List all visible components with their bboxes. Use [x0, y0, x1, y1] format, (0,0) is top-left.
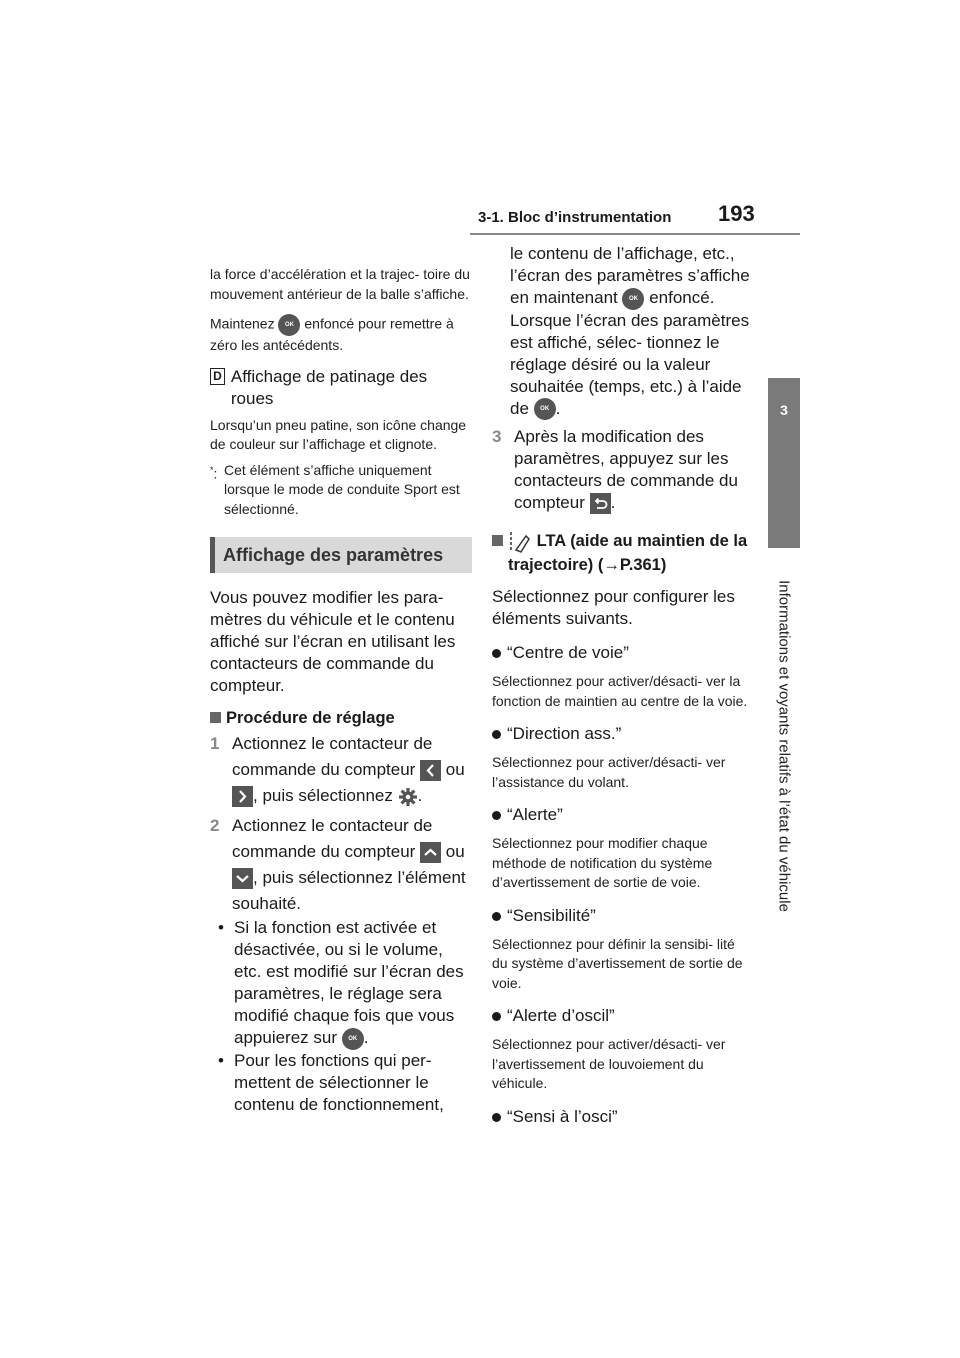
- step-1-text-a: Actionnez le contacteur de commande du compteur: [232, 734, 433, 779]
- step-1-number: 1: [210, 734, 220, 753]
- chapter-title: [766, 556, 802, 936]
- paragraph-wheel-slip: Lorsqu’un pneu patine, son icône change de couleur sur l’affichage et clignote.: [210, 416, 467, 452]
- step-2-text-c: , puis sélectionnez l’élément souhaité.: [232, 868, 466, 913]
- bullet-2-text: Pour les fonctions qui per- mettent de sélectionner le contenu de fonctionnement,: [234, 1050, 444, 1114]
- chevron-left-icon: [420, 760, 441, 781]
- chevron-up-icon: [420, 842, 441, 863]
- list-item-label: “Direction ass.”: [507, 724, 622, 744]
- bullet-dot-icon: [492, 811, 501, 820]
- bullet-dot-icon: [492, 730, 501, 739]
- list-item: [492, 804, 754, 826]
- intro-paragraph: Vous pouvez modifier les para- mètres du véhicule et le contenu affiché sur l’écran en utilisant les contacteurs de commande du compteur.: [210, 588, 456, 695]
- sub-heading-lta: [492, 530, 754, 576]
- back-arrow-icon: [590, 493, 611, 514]
- step-3-number: 3: [492, 427, 502, 447]
- list-item-description: Sélectionnez pour modifier chaque méthode de notification du système d’avertissement de sortie de voie.: [492, 835, 713, 891]
- list-item-label: “Sensi à l’osci”: [507, 1106, 618, 1126]
- step-3-text: [514, 426, 754, 514]
- lta-heading: [508, 530, 754, 576]
- page-number: 193: [718, 201, 755, 226]
- list-item-description: Sélectionnez pour activer/désacti- ver l’assistance du volant.: [492, 754, 726, 790]
- continuation-text-b: enfoncé. Lorsque l’écran des paramètres est affiché, sélec- tionnez le réglage désiré ou la valeur souhaitée (temps, etc.) à l’aide de: [510, 288, 750, 418]
- step-1-text-b: ou: [445, 760, 465, 779]
- ok-button-icon: OK: [342, 1028, 364, 1050]
- header-rule: [470, 233, 800, 235]
- list-item-description: Sélectionnez pour activer/désacti- ver l’avertissement de louvoiement du véhicule.: [492, 1036, 726, 1092]
- square-bullet-icon: [492, 535, 503, 546]
- lta-items-list: [492, 642, 754, 1128]
- step-3: [492, 426, 754, 514]
- bullet-dot-icon: [492, 649, 501, 658]
- step-1-text: [232, 731, 472, 809]
- step-2-text: [232, 813, 472, 917]
- ok-button-icon: OK: [622, 288, 644, 310]
- list-item: [492, 1005, 754, 1027]
- continuation-text-a: le contenu de l’affichage, etc., l’écran des paramètres s’affiche en maintenant: [510, 244, 750, 307]
- chapter-number: 3: [780, 402, 788, 418]
- list-item-label: “Alerte d’oscil”: [507, 1006, 615, 1026]
- step-2-text-a: Actionnez le contacteur de commande du compteur: [232, 816, 433, 861]
- sub-heading-procedure: [210, 707, 472, 729]
- reset-text-a: Maintenez: [210, 315, 275, 332]
- chevron-down-icon: [232, 868, 253, 889]
- step-3-text-b: .: [610, 493, 616, 513]
- bullet-1-text-b: .: [363, 1028, 369, 1047]
- step-1-text-d: .: [417, 786, 423, 805]
- reset-text-b: enfoncé pour remettre à zéro les antécédents.: [210, 315, 454, 353]
- lta-intro: Sélectionnez pour configurer les éléments suivants.: [492, 587, 735, 629]
- section-heading-text: Affichage des paramètres: [223, 544, 444, 565]
- step-2: [210, 813, 472, 917]
- lane-tracing-icon: [508, 530, 532, 554]
- lta-heading-text: LTA (aide au maintien de la trajectoire) (→P.361): [508, 532, 748, 575]
- chevron-right-icon: [232, 786, 253, 807]
- list-item-description: Sélectionnez pour définir la sensibi- lité du système d’avertissement de sortie de voie.: [492, 935, 743, 991]
- step-1-text-c: , puis sélectionnez: [253, 786, 393, 805]
- footnote-marker: [210, 461, 224, 520]
- right-column: [492, 243, 754, 1128]
- bullet-dot-icon: [492, 1113, 501, 1122]
- footnote-colon: :: [213, 465, 218, 482]
- bullet-dot-icon: [492, 1012, 501, 1021]
- bullet-1-marker: •: [218, 918, 224, 937]
- continuation-text-c: .: [555, 398, 561, 418]
- step-2-text-b: ou: [445, 842, 465, 861]
- list-item-label: “Sensibilité”: [507, 905, 596, 925]
- bullet-2-continuation: [510, 243, 754, 420]
- list-item-label: “Centre de voie”: [507, 643, 629, 663]
- left-column: [210, 265, 472, 1116]
- bullet-dot-icon: [492, 912, 501, 921]
- step-2-number: 2: [210, 816, 220, 835]
- ok-button-icon: OK: [278, 314, 300, 336]
- item-d: [210, 366, 472, 410]
- footnote-text: Cet élément s’affiche uniquement lorsque le mode de conduite Sport est sélectionné.: [224, 461, 460, 517]
- bullet-2: [218, 1050, 472, 1116]
- list-item: [492, 723, 754, 745]
- item-d-title: Affichage de patinage des roues: [230, 366, 428, 408]
- list-item: [492, 905, 754, 927]
- bullet-1-text-a: Si la fonction est activée et désactivée, ou si le volume, etc. est modifié sur l’écran des paramètres, le réglage sera modifié chaque fois que vous appuierez sur: [234, 918, 464, 1047]
- item-d-label-box: D: [210, 368, 225, 385]
- footnote: [210, 461, 472, 520]
- section-heading: [210, 537, 472, 573]
- list-item-label: “Alerte”: [507, 805, 563, 825]
- step-3-text-a: Après la modification des paramètres, appuyez sur les contacteurs de commande du compteur: [514, 427, 738, 513]
- sub-heading-text: Procédure de réglage: [226, 709, 395, 727]
- footnote-asterisk: *: [210, 464, 214, 475]
- gear-icon: [398, 787, 418, 807]
- chapter-title-text: Informations et voyants relatifs à l’état du véhicule: [775, 580, 793, 912]
- step-1: [210, 731, 472, 809]
- list-item-description: Sélectionnez pour activer/désacti- ver la fonction de maintien au centre de la voie.: [492, 673, 748, 709]
- paragraph-reset: [210, 314, 472, 356]
- list-item: [492, 1106, 754, 1128]
- list-item: [492, 642, 754, 664]
- bullet-1-text: [234, 917, 472, 1050]
- bullet-1: [218, 917, 472, 1050]
- square-bullet-icon: [210, 712, 221, 723]
- bullet-2-marker: •: [218, 1050, 224, 1070]
- paragraph-ball: la force d’accélération et la trajec- toire du mouvement antérieur de la balle s’affiche.: [210, 266, 470, 302]
- ok-button-icon: OK: [534, 398, 556, 420]
- header-section-title: 3-1. Bloc d’instrumentation: [478, 209, 672, 226]
